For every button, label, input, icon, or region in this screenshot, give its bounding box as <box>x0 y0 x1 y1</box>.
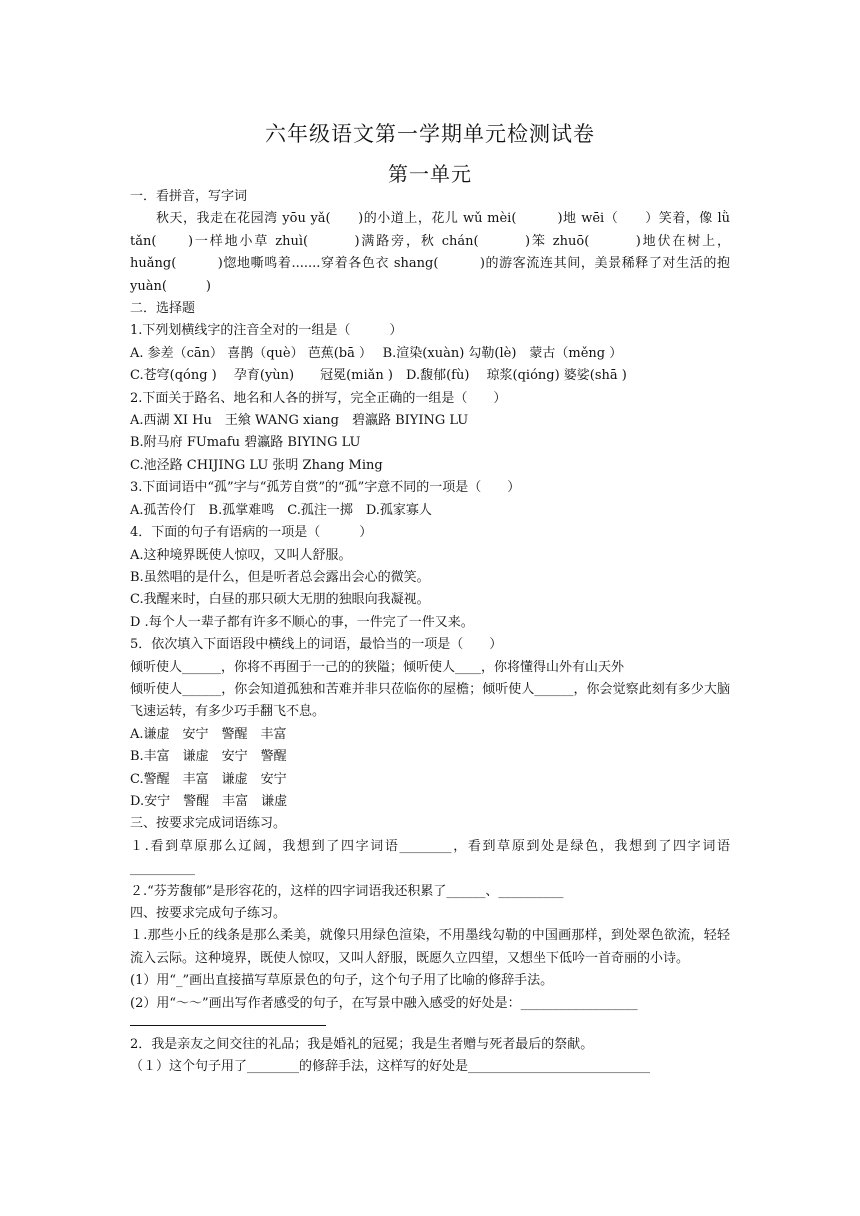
question-2-4-option-c: C.我醒来时，白昼的那只硕大无朋的独眼向我凝视。 <box>130 592 430 608</box>
question-3-1: １.看到草原那么辽阔，我想到了四字词语________，看到草原到处是绿色，我想到了四字词语__________ <box>130 838 730 877</box>
page-subtitle: 第一单元 <box>388 162 472 186</box>
question-2-4: 4．下面的句子有语病的一项是（ ） <box>130 525 373 541</box>
answer-blank-line <box>130 1015 326 1026</box>
question-2-5-option-c: C.警醒 丰富 谦虚 安宁 <box>130 771 287 787</box>
question-3-2: ２.“芬芳馥郁”是形容花的，这样的四字词语我还积累了______、__________ <box>130 883 564 899</box>
question-2-2-option-a: A.西湖 XI Hu 王飨 WANG xiang 碧瀛路 BIYING LU <box>130 413 469 429</box>
exam-content <box>130 186 730 1079</box>
question-2-1-options-cd: C.苍穹(qóng ) 孕育(yùn) 冠冕(miǎn ) D.馥郁(fù) 琼浆(qióng) 婆娑(shā ) <box>130 368 627 384</box>
question-2-5-option-b: B.丰富 谦虚 安宁 警醒 <box>130 749 287 765</box>
question-2-3-options: A.孤苦伶仃 B.孤掌难鸣 C.孤注一掷 D.孤家寡人 <box>130 502 432 518</box>
question-2-5-option-a: A.谦虚 安宁 警醒 丰富 <box>130 726 287 742</box>
section-4-heading: 四、按要求完成句子练习。 <box>130 906 287 921</box>
question-4-2: 2．我是亲友之间交往的礼品；我是婚礼的冠冕；我是生者赠与死者最后的祭献。 <box>130 1037 594 1053</box>
question-2-4-option-a: A.这种境界既使人惊叹，又叫人舒服。 <box>130 547 352 563</box>
section-1-heading: 一．看拼音，写字词 <box>130 189 248 204</box>
page-title: 六年级语文第一学期单元检测试卷 <box>265 122 595 146</box>
question-2-4-option-b: B.虽然唱的是什么，但是听者总会露出会心的微笑。 <box>130 569 430 585</box>
question-2-1-options-ab: A. 参差（cān） 喜鹊（què） 芭蕉(bā ） B.渲染(xuàn) 勾勒(lè) 蒙古（měng ） <box>130 345 623 361</box>
question-4-1-passage: １.那些小丘的线条是那么柔美，就像只用绿色渲染，不用墨线勾勒的中国画那样，到处翠色欲流，轻轻流入云际。这种境界，既使人惊叹，又叫人舒服，既愿久立四望，又想坐下低吟一首奇丽的小诗。 <box>130 928 730 966</box>
question-2-2-option-b: B.附马府 FUmafu 碧瀛路 BIYING LU <box>130 435 361 451</box>
question-2-2-option-c: C.池泾路 CHIJING LU 张明 Zhang Ming <box>130 457 383 473</box>
question-2-4-option-d: D .每个人一辈子都有许多不顺心的事，一件完了一件又来。 <box>130 614 474 630</box>
question-2-5-passage-line-2: 倾听使人______，你会知道孤独和苦难并非只莅临你的屋檐；倾听使人______，你会觉察此刻有多少大脑飞速运转，有多少巧手翻飞不息。 <box>130 681 730 720</box>
question-2-5: 5．依次填入下面语段中横线上的词语，最恰当的一项是（ ） <box>130 637 503 653</box>
question-2-1: 1.下列划横线字的注音全对的一组是（ ） <box>130 323 403 339</box>
question-2-5-passage-line-1: 倾听使人______，你将不再囿于一己的的狭隘；倾听使人____，你将懂得山外有山天外 <box>130 659 625 675</box>
question-4-2-sub-1: （１）这个句子用了________的修辞手法，这样写的好处是____________________________ <box>130 1059 651 1075</box>
question-4-1-sub-1: (1）用“_”画出直接描写草原景色的句子，这个句子用了比喻的修辞手法。 <box>130 973 554 989</box>
question-2-3: 3.下面词语中“孤”字与“孤芳自赏”的“孤”字意不同的一项是（ ） <box>130 480 521 496</box>
question-2-2: 2.下面关于路名、地名和人各的拼写，完全正确的一组是（ ） <box>130 390 507 406</box>
question-2-5-option-d: D.安宁 警醒 丰富 谦虚 <box>130 793 288 809</box>
section-1-paragraph: 秋天，我走在花园湾 yōu yǎ( )的小道上，花儿 wǔ mèi( )地 wēi（ ）笑着，像 lǜ tǎn( )一样地小草 zhuì( )满路旁，秋 chán( )笨 zhuō( )地伏在树上，huǎng( )惚地嘶鸣着.......穿着各色衣 shang( )的游客流连其间，美景稀释了对生活的抱 yuàn( ) <box>130 211 730 294</box>
section-3-heading: 三、按要求完成词语练习。 <box>130 816 287 832</box>
section-2-heading: 二．选择题 <box>130 301 196 317</box>
question-4-1-sub-2: (2）用“～～”画出写作者感受的句子，在写景中融入感受的好处是：__________________ <box>130 995 638 1011</box>
